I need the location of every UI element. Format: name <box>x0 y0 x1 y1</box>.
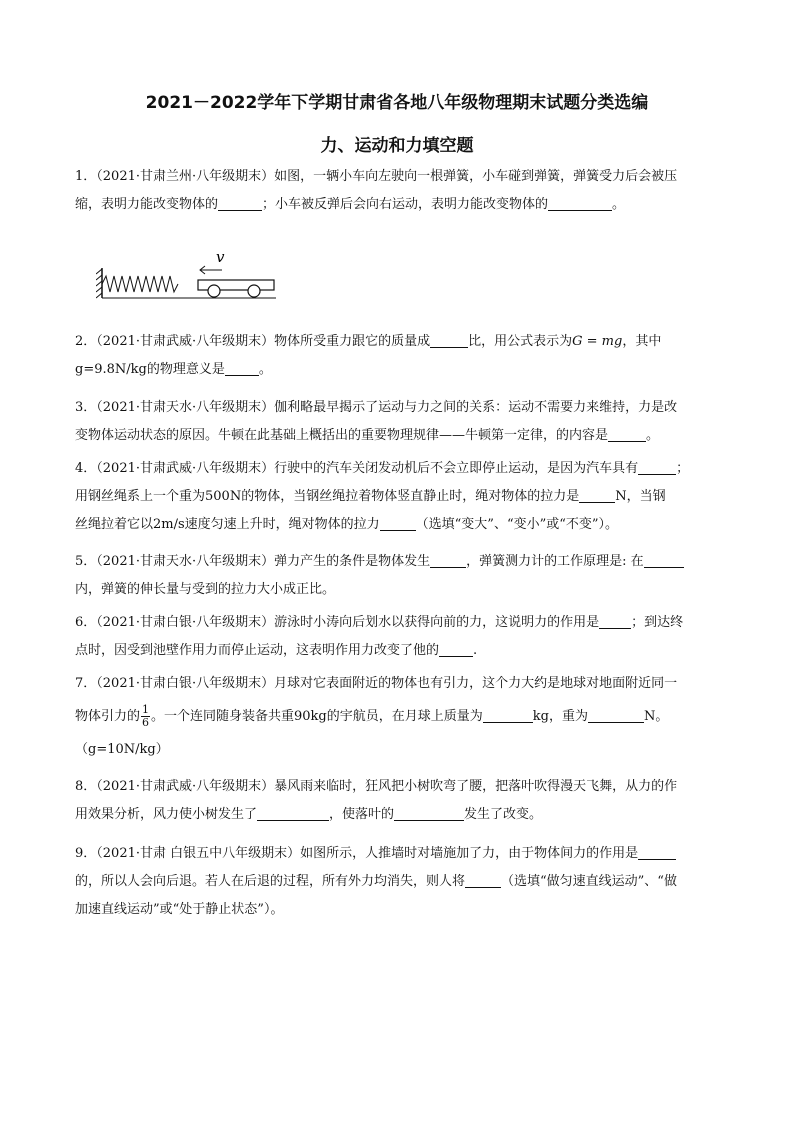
question-text: 内，弹簧的伸长量与受到的拉力大小成正比。 <box>75 582 336 597</box>
question-text: 2．（2021·甘肃武威·八年级期末）物体所受重力跟它的质量成 比，用公式表示为G = mg，其中 <box>75 334 662 349</box>
spring <box>102 276 178 292</box>
question-text: 8．（2021·甘肃武威·八年级期末）暴风雨来临时，狂风把小树吹弯了腰，把落叶吹得漫天飞舞，从力的作 <box>75 779 678 794</box>
question-text: 的，所以人会向后退。若人在后退的过程，所有外力均消失，则人将 （选填“做匀速直线运动”、“做 <box>75 874 677 889</box>
question-text: 缩，表明力能改变物体的 ；小车被反弹后会向右运动，表明力能改变物体的 。 <box>75 197 626 212</box>
question-text: 5．（2021·甘肃天水·八年级期末）弹力产生的条件是物体发生 ，弹簧测力计的工作原理是: 在 <box>75 548 720 576</box>
answer-blank[interactable] <box>638 460 676 475</box>
page-subtitle: 力、运动和力填空题 <box>320 136 474 156</box>
question-3 <box>75 394 720 450</box>
answer-blank[interactable] <box>644 553 684 568</box>
cart-wheel <box>208 285 220 297</box>
page-title: 2021－2022学年下学期甘肃省各地八年级物理期末试题分类选编 <box>145 93 649 113</box>
answer-blank[interactable] <box>638 845 676 860</box>
fraction: $\frac{1}{6}$ <box>142 703 150 729</box>
answer-blank[interactable] <box>548 196 612 211</box>
question-text: 丝绳拉着它以2m/s速度匀速上升时，绳对物体的拉力 （选填“变大”、“变小”或“不变”）。 <box>75 517 619 532</box>
question-1 <box>75 163 720 219</box>
question-text: 用效果分析，风力使小树发生了 ，使落叶的 发生了改变。 <box>75 807 543 822</box>
question-text: 9．（2021·甘肃 白银五中八年级期末）如图所示，人推墙时对墙施加了力，由于物体间力的作用是 <box>75 840 720 868</box>
answer-blank[interactable] <box>439 642 473 657</box>
question-text: 物体引力的 $\frac{1}{6}$ 。一个连同随身装备共重90kg的宇航员，在月球上质量为 kg，重为 N。 <box>75 703 669 729</box>
spring-cart-figure <box>96 246 286 302</box>
answer-blank[interactable] <box>218 196 262 211</box>
question-9 <box>75 840 720 924</box>
question-7 <box>75 670 720 764</box>
answer-blank[interactable] <box>465 873 501 888</box>
answer-blank[interactable] <box>588 708 644 723</box>
question-text: 1．（2021·甘肃兰州·八年级期末）如图，一辆小车向左驶向一根弹簧，小车碰到弹簧，弹簧受力后会被压 <box>75 169 678 184</box>
question-text: 变物体运动状态的原因。牛顿在此基础上概括出的重要物理规律——牛顿第一定律，的内容是 。 <box>75 428 660 443</box>
cart-wheel <box>248 285 260 297</box>
question-6 <box>75 609 720 665</box>
answer-blank[interactable] <box>608 427 646 442</box>
answer-blank[interactable] <box>599 614 631 629</box>
question-text: 6．（2021·甘肃白银·八年级期末）游泳时小涛向后划水以获得向前的力，这说明力的作用是 ；到达终 <box>75 615 684 630</box>
velocity-label: v <box>216 248 225 266</box>
question-text: 点时，因受到池壁作用力而停止运动，这表明作用力改变了他的 . <box>75 643 478 658</box>
answer-blank[interactable] <box>483 708 533 723</box>
answer-blank[interactable] <box>430 553 466 568</box>
question-2 <box>75 328 720 384</box>
question-text: 加速直线运动”或“处于静止状态”）。 <box>75 902 284 917</box>
question-5 <box>75 548 720 604</box>
answer-blank[interactable] <box>430 333 468 348</box>
answer-blank[interactable] <box>579 488 615 503</box>
question-text: 用钢丝绳系上一个重为500N的物体，当钢丝绳拉着物体竖直静止时，绳对物体的拉力是 N，当钢 <box>75 489 666 504</box>
question-text: g=9.8N/kg的物理意义是 。 <box>75 362 272 377</box>
answer-blank[interactable] <box>380 516 416 531</box>
question-text: 7．（2021·甘肃白银·八年级期末）月球对它表面附近的物体也有引力，这个力大约是地球对地面附近同一 <box>75 676 678 691</box>
answer-blank[interactable] <box>257 806 329 821</box>
answer-blank[interactable] <box>394 806 464 821</box>
wall-hatch <box>96 269 102 298</box>
gravity-formula: G = mg <box>572 334 623 349</box>
question-text: （g=10N/kg） <box>75 742 169 757</box>
question-text: 3．（2021·甘肃天水·八年级期末）伽利略最早揭示了运动与力之间的关系：运动不需要力来维持，力是改 <box>75 400 678 415</box>
question-4 <box>75 455 720 539</box>
question-8 <box>75 773 720 829</box>
question-text: 4．（2021·甘肃武威·八年级期末）行驶中的汽车关闭发动机后不会立即停止运动，是因为汽车具有 ； <box>75 461 690 476</box>
answer-blank[interactable] <box>225 361 259 376</box>
